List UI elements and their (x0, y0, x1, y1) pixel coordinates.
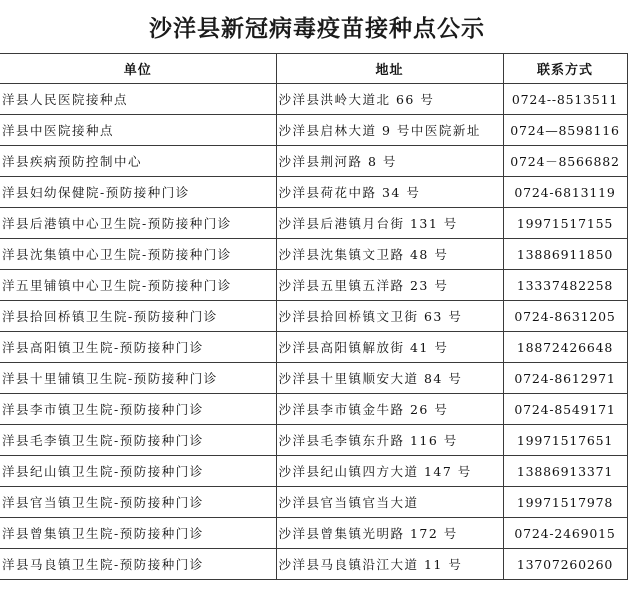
unit-cell: 洋县官当镇卫生院-预防接种门诊 (0, 487, 276, 518)
address-cell: 沙洋县十里镇顺安大道 84 号 (276, 363, 503, 394)
table-row (0, 549, 627, 580)
table-row (0, 146, 627, 177)
header-address: 地址 (276, 54, 503, 84)
phone-cell: 0724-2469015 (503, 518, 627, 549)
phone-cell: 19971517155 (503, 208, 627, 239)
phone-cell: 13337482258 (503, 270, 627, 301)
unit-cell: 洋县后港镇中心卫生院-预防接种门诊 (0, 208, 276, 239)
table-row (0, 239, 627, 270)
address-cell: 沙洋县洪岭大道北 66 号 (276, 84, 503, 115)
address-cell: 沙洋县拾回桥镇文卫街 63 号 (276, 301, 503, 332)
table-row (0, 456, 627, 487)
unit-cell: 洋县毛李镇卫生院-预防接种门诊 (0, 425, 276, 456)
address-cell: 沙洋县纪山镇四方大道 147 号 (276, 456, 503, 487)
table-row (0, 84, 627, 115)
phone-cell: 13886913371 (503, 456, 627, 487)
table-row (0, 332, 627, 363)
phone-cell: 0724-8549171 (503, 394, 627, 425)
table-row (0, 425, 627, 456)
unit-cell: 洋县沈集镇中心卫生院-预防接种门诊 (0, 239, 276, 270)
table-row (0, 394, 627, 425)
unit-cell: 洋县拾回桥镇卫生院-预防接种门诊 (0, 301, 276, 332)
address-cell: 沙洋县启林大道 9 号中医院新址 (276, 115, 503, 146)
phone-cell: 19971517978 (503, 487, 627, 518)
address-cell: 沙洋县李市镇金牛路 26 号 (276, 394, 503, 425)
address-cell: 沙洋县曾集镇光明路 172 号 (276, 518, 503, 549)
table-row (0, 177, 627, 208)
phone-cell: 0724-8631205 (503, 301, 627, 332)
table-row (0, 208, 627, 239)
unit-cell: 洋县高阳镇卫生院-预防接种门诊 (0, 332, 276, 363)
unit-cell: 洋县妇幼保健院-预防接种门诊 (0, 177, 276, 208)
unit-cell: 洋县纪山镇卫生院-预防接种门诊 (0, 456, 276, 487)
phone-cell: 19971517651 (503, 425, 627, 456)
unit-cell: 洋五里铺镇中心卫生院-预防接种门诊 (0, 270, 276, 301)
phone-cell: 0724－8566882 (503, 146, 627, 177)
table-header-row (0, 54, 627, 84)
address-cell: 沙洋县高阳镇解放街 41 号 (276, 332, 503, 363)
address-cell: 沙洋县荷花中路 34 号 (276, 177, 503, 208)
phone-cell: 0724-6813119 (503, 177, 627, 208)
phone-cell: 0724—8598116 (503, 115, 627, 146)
address-cell: 沙洋县马良镇沿江大道 11 号 (276, 549, 503, 580)
table-row (0, 301, 627, 332)
phone-cell: 0724-8612971 (503, 363, 627, 394)
address-cell: 沙洋县官当镇官当大道 (276, 487, 503, 518)
phone-cell: 18872426648 (503, 332, 627, 363)
address-cell: 沙洋县沈集镇文卫路 48 号 (276, 239, 503, 270)
vaccination-sites-table (0, 53, 628, 580)
table-row (0, 487, 627, 518)
table-row (0, 518, 627, 549)
address-cell: 沙洋县毛李镇东升路 116 号 (276, 425, 503, 456)
phone-cell: 13707260260 (503, 549, 627, 580)
page-title: 沙洋县新冠病毒疫苗接种点公示 (149, 16, 485, 42)
address-cell: 沙洋县后港镇月台街 131 号 (276, 208, 503, 239)
address-cell: 沙洋县五里镇五洋路 23 号 (276, 270, 503, 301)
unit-cell: 洋县李市镇卫生院-预防接种门诊 (0, 394, 276, 425)
unit-cell: 洋县人民医院接种点 (0, 84, 276, 115)
unit-cell: 洋县中医院接种点 (0, 115, 276, 146)
table-row (0, 115, 627, 146)
unit-cell: 洋县马良镇卫生院-预防接种门诊 (0, 549, 276, 580)
header-contact: 联系方式 (503, 54, 627, 84)
unit-cell: 洋县十里铺镇卫生院-预防接种门诊 (0, 363, 276, 394)
table-row (0, 363, 627, 394)
unit-cell: 洋县疾病预防控制中心 (0, 146, 276, 177)
header-unit: 单位 (0, 54, 276, 84)
table-row (0, 270, 627, 301)
phone-cell: 0724--8513511 (503, 84, 627, 115)
phone-cell: 13886911850 (503, 239, 627, 270)
address-cell: 沙洋县荆河路 8 号 (276, 146, 503, 177)
unit-cell: 洋县曾集镇卫生院-预防接种门诊 (0, 518, 276, 549)
